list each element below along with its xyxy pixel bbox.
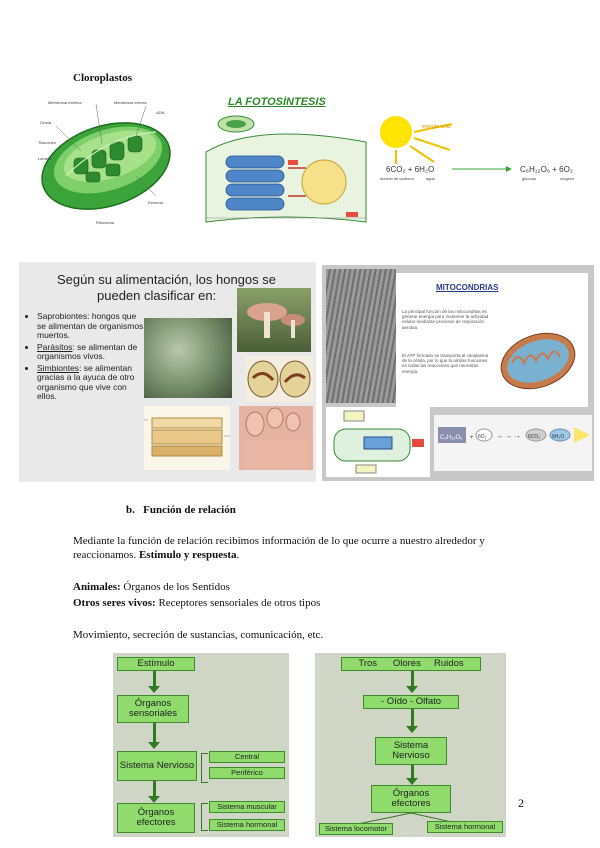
mito-card — [396, 273, 588, 407]
chloroplast-label: Grana — [40, 120, 52, 125]
chloroplast-label: Membrana interna — [114, 100, 147, 105]
stimulus-box: Estímulo — [117, 657, 195, 671]
foot-photo — [239, 406, 313, 470]
yeast-diagram — [144, 406, 230, 470]
page-number: 2 — [518, 796, 524, 810]
others-label: Otros seres vivos: — [73, 597, 156, 609]
mito-slide — [322, 265, 594, 481]
fruit-icon — [245, 356, 313, 402]
cell-layers-icon — [144, 406, 230, 470]
stimulus-response-emphasis: Estímulo y respuesta — [138, 549, 237, 561]
senses-box: - Oído - Olfato — [363, 695, 459, 709]
muscular-system-box: Sistema muscular — [209, 801, 285, 813]
mito-para-2: El ATP formado se transporta al citoplasma de la célula, por lo que la ambas funciones en todas las reacciones que necesitan energía. — [402, 353, 489, 374]
arrow-down-icon — [406, 686, 418, 693]
central-box: Central — [209, 751, 285, 763]
mito-title: MITOCONDRIAS — [436, 283, 499, 292]
chloroplast-figure — [36, 96, 172, 228]
flowchart-left — [113, 653, 289, 837]
eq-label: dióxido de carbono — [380, 176, 414, 181]
photosynthesis-figure — [196, 96, 374, 236]
mito-cell-diagram — [326, 407, 430, 477]
stimuli-box: Tros Olores Ruidos — [341, 657, 481, 671]
arrow-down-icon — [148, 796, 160, 803]
effector-organs-box: Órganos efectores — [117, 803, 195, 833]
mito-para-1: La principal función de las mitocondrias es generar energía para mantener la actividad celular mediante procesos de respiración aerobia. — [402, 309, 489, 330]
chloroplast-label: Tilacoides — [38, 140, 56, 145]
light-label: energía solar — [422, 124, 452, 130]
arrow-down-icon — [406, 778, 418, 785]
effector-organs-box: Órganos efectores — [371, 785, 451, 813]
mito-micrograph — [326, 269, 396, 403]
chloroplast-label: ADN — [156, 110, 165, 115]
fruit-photo — [245, 356, 313, 402]
arrow-down-icon — [148, 686, 160, 693]
chloroplast-label: Membrana externa — [48, 100, 82, 105]
reaction-arrow-icon — [374, 160, 594, 190]
photosynthesis-equation — [374, 110, 594, 190]
mitochondrion-icon — [496, 323, 580, 399]
animals-label: Animales: — [73, 581, 121, 593]
cell-process-icon — [326, 407, 430, 477]
animals-line: Animales: Órganos de los Sentidos — [73, 581, 230, 593]
eq-label: agua — [426, 176, 435, 181]
mito-reaction — [434, 415, 592, 471]
list-item: • Parásitos: se alimentan de organismos vivos. — [37, 343, 147, 362]
svg-text:+: + — [470, 435, 474, 441]
svg-text:6H₂O: 6H₂O — [552, 434, 565, 440]
chloroplast-icon — [36, 96, 172, 228]
eq-label: oxígeno — [560, 176, 575, 181]
list-item: • Simbiontes: se alimentan gracias a la ayuca de otro organismo que vive con ellos. — [37, 364, 147, 402]
hormonal-system-box: Sistema hormonal — [427, 821, 503, 833]
nervous-system-box: Sistema Nervioso — [117, 751, 197, 781]
thylakoid-diagram-icon — [196, 112, 374, 236]
list-item: • Saprobiontes: hongos que se alimentan de organismos muertos. — [37, 312, 147, 341]
svg-text:6O₂: 6O₂ — [478, 434, 487, 440]
svg-text:6CO₂ + 6H₂O: 6CO₂ + 6H₂O — [386, 165, 435, 174]
photosynthesis-title: LA FOTOSÍNTESIS — [228, 96, 326, 108]
foot-icon — [239, 406, 313, 470]
svg-text:C₆H₁₂O₆: C₆H₁₂O₆ — [440, 435, 463, 441]
lichen-photo — [144, 318, 232, 398]
subsection-title: b. Función de relación — [126, 504, 236, 516]
movement-line: Movimiento, secreción de sustancias, comunicación, etc. — [73, 629, 324, 641]
mushroom-icon — [237, 288, 311, 352]
arrow-down-icon — [148, 742, 160, 749]
fungi-title-line1: Según su alimentación, los hongos se — [57, 272, 276, 287]
chloroplast-label: Lamela — [38, 156, 52, 161]
nervous-system-box: Sistema Nervioso — [375, 737, 447, 765]
eq-label: glucosa — [522, 176, 536, 181]
locomotor-system-box: Sistema locomotor — [319, 823, 393, 835]
sensory-organs-box: Órganos sensoriales — [117, 695, 189, 723]
paragraph-line-2: reaccionamos. Estímulo y respuesta. — [73, 549, 240, 561]
section-title: Cloroplastos — [73, 72, 133, 84]
flowchart-right — [315, 653, 506, 837]
fungi-list — [25, 312, 147, 404]
peripheral-box: Periférico — [209, 767, 285, 779]
fungi-slide — [19, 262, 316, 482]
fungi-title-line2: pueden clasificar en: — [97, 288, 217, 303]
chloroplast-label: Estroma — [148, 200, 163, 205]
arrow-down-icon — [406, 726, 418, 733]
paragraph-line-1: Mediante la función de relación recibimos información de lo que ocurre a nuestro alrededor y — [73, 535, 485, 547]
hormonal-system-box: Sistema hormonal — [209, 819, 285, 831]
others-line: Otros seres vivos: Receptores sensoriales de otros tipos — [73, 597, 321, 609]
svg-text:→ → →: → → → — [496, 433, 521, 440]
respiration-chain-icon — [434, 415, 592, 459]
sun-icon — [374, 110, 454, 164]
mushroom-photo — [237, 288, 311, 352]
svg-text:C₆H₁₂O₆ + 6O₂: C₆H₁₂O₆ + 6O₂ — [520, 165, 573, 174]
svg-text:6CO₂: 6CO₂ — [528, 434, 541, 440]
chloroplast-label: Ribosoma — [96, 220, 115, 225]
